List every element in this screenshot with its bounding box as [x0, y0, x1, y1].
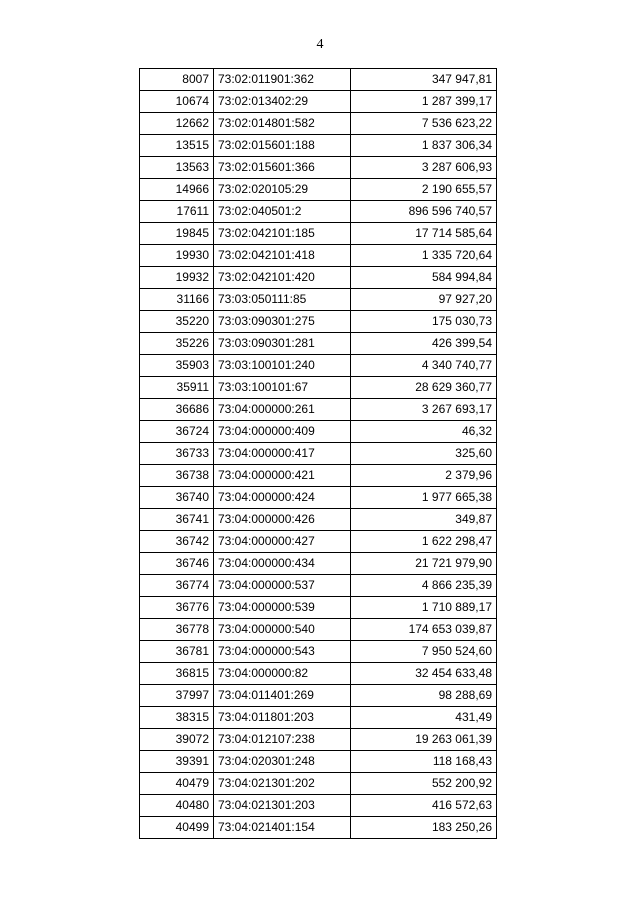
cadastral-number-cell: 73:02:040501:2 [214, 201, 351, 223]
record-number-cell: 36741 [140, 509, 214, 531]
table-row [140, 707, 497, 729]
value-cell: 7 950 524,60 [351, 641, 497, 663]
value-cell: 1 837 306,34 [351, 135, 497, 157]
record-number-cell: 14966 [140, 179, 214, 201]
record-number-cell: 13515 [140, 135, 214, 157]
cadastral-number-cell: 73:02:014801:582 [214, 113, 351, 135]
cadastral-number-cell: 73:02:011901:362 [214, 69, 351, 91]
table-row [140, 201, 497, 223]
value-cell: 97 927,20 [351, 289, 497, 311]
value-cell: 1 977 665,38 [351, 487, 497, 509]
value-cell: 118 168,43 [351, 751, 497, 773]
cadastral-number-cell: 73:04:000000:424 [214, 487, 351, 509]
table-row [140, 91, 497, 113]
value-cell: 896 596 740,57 [351, 201, 497, 223]
value-cell: 17 714 585,64 [351, 223, 497, 245]
record-number-cell: 36776 [140, 597, 214, 619]
record-number-cell: 40480 [140, 795, 214, 817]
record-number-cell: 40479 [140, 773, 214, 795]
cadastral-number-cell: 73:04:011401:269 [214, 685, 351, 707]
table-row [140, 773, 497, 795]
record-number-cell: 19845 [140, 223, 214, 245]
value-cell: 1 335 720,64 [351, 245, 497, 267]
record-number-cell: 13563 [140, 157, 214, 179]
record-number-cell: 31166 [140, 289, 214, 311]
table-row [140, 421, 497, 443]
table-row [140, 465, 497, 487]
cadastral-number-cell: 73:04:021401:154 [214, 817, 351, 839]
cadastral-number-cell: 73:02:042101:418 [214, 245, 351, 267]
table-row [140, 157, 497, 179]
value-cell: 46,32 [351, 421, 497, 443]
table-row [140, 399, 497, 421]
cadastral-number-cell: 73:04:021301:202 [214, 773, 351, 795]
table-row [140, 267, 497, 289]
cadastral-number-cell: 73:02:042101:420 [214, 267, 351, 289]
value-cell: 175 030,73 [351, 311, 497, 333]
record-number-cell: 35220 [140, 311, 214, 333]
cadastral-number-cell: 73:03:050111:85 [214, 289, 351, 311]
table-row [140, 531, 497, 553]
cadastral-number-cell: 73:04:000000:417 [214, 443, 351, 465]
table-row [140, 135, 497, 157]
table-row [140, 553, 497, 575]
value-cell: 2 379,96 [351, 465, 497, 487]
cadastral-number-cell: 73:04:000000:82 [214, 663, 351, 685]
cadastral-number-cell: 73:03:100101:240 [214, 355, 351, 377]
table-row [140, 619, 497, 641]
cadastral-number-cell: 73:04:000000:434 [214, 553, 351, 575]
record-number-cell: 19932 [140, 267, 214, 289]
record-number-cell: 39391 [140, 751, 214, 773]
record-number-cell: 36774 [140, 575, 214, 597]
table-row [140, 69, 497, 91]
record-number-cell: 36686 [140, 399, 214, 421]
value-cell: 1 622 298,47 [351, 531, 497, 553]
page-number: 4 [316, 37, 324, 52]
value-cell: 4 340 740,77 [351, 355, 497, 377]
record-number-cell: 36724 [140, 421, 214, 443]
table-row [140, 245, 497, 267]
table-row [140, 377, 497, 399]
value-cell: 431,49 [351, 707, 497, 729]
cadastral-number-cell: 73:04:000000:426 [214, 509, 351, 531]
cadastral-number-cell: 73:04:000000:427 [214, 531, 351, 553]
cadastral-number-cell: 73:04:012107:238 [214, 729, 351, 751]
record-number-cell: 36781 [140, 641, 214, 663]
value-cell: 325,60 [351, 443, 497, 465]
value-cell: 2 190 655,57 [351, 179, 497, 201]
cadastral-number-cell: 73:04:000000:409 [214, 421, 351, 443]
value-cell: 183 250,26 [351, 817, 497, 839]
cadastral-number-cell: 73:04:000000:539 [214, 597, 351, 619]
record-number-cell: 37997 [140, 685, 214, 707]
record-number-cell: 36733 [140, 443, 214, 465]
record-number-cell: 36742 [140, 531, 214, 553]
value-cell: 347 947,81 [351, 69, 497, 91]
table-row [140, 333, 497, 355]
record-number-cell: 35911 [140, 377, 214, 399]
value-cell: 32 454 633,48 [351, 663, 497, 685]
value-cell: 7 536 623,22 [351, 113, 497, 135]
cadastral-number-cell: 73:02:020105:29 [214, 179, 351, 201]
table-row [140, 685, 497, 707]
table-row [140, 355, 497, 377]
cadastral-number-cell: 73:02:015601:188 [214, 135, 351, 157]
value-cell: 1 710 889,17 [351, 597, 497, 619]
table-row [140, 795, 497, 817]
value-cell: 552 200,92 [351, 773, 497, 795]
value-cell: 426 399,54 [351, 333, 497, 355]
table-row [140, 487, 497, 509]
value-cell: 98 288,69 [351, 685, 497, 707]
table-row [140, 289, 497, 311]
data-table [139, 68, 497, 839]
cadastral-number-cell: 73:04:020301:248 [214, 751, 351, 773]
value-cell: 21 721 979,90 [351, 553, 497, 575]
record-number-cell: 39072 [140, 729, 214, 751]
record-number-cell: 8007 [140, 69, 214, 91]
record-number-cell: 12662 [140, 113, 214, 135]
cadastral-number-cell: 73:04:000000:537 [214, 575, 351, 597]
table-row [140, 817, 497, 839]
table-row [140, 597, 497, 619]
cadastral-number-cell: 73:02:042101:185 [214, 223, 351, 245]
record-number-cell: 10674 [140, 91, 214, 113]
cadastral-number-cell: 73:04:000000:540 [214, 619, 351, 641]
record-number-cell: 36815 [140, 663, 214, 685]
cadastral-number-cell: 73:04:000000:543 [214, 641, 351, 663]
record-number-cell: 36738 [140, 465, 214, 487]
value-cell: 3 267 693,17 [351, 399, 497, 421]
cadastral-number-cell: 73:02:013402:29 [214, 91, 351, 113]
table-row [140, 751, 497, 773]
value-cell: 19 263 061,39 [351, 729, 497, 751]
cadastral-number-cell: 73:03:090301:275 [214, 311, 351, 333]
record-number-cell: 35226 [140, 333, 214, 355]
value-cell: 584 994,84 [351, 267, 497, 289]
cadastral-number-cell: 73:04:000000:421 [214, 465, 351, 487]
cadastral-number-cell: 73:04:021301:203 [214, 795, 351, 817]
cadastral-number-cell: 73:04:011801:203 [214, 707, 351, 729]
value-cell: 349,87 [351, 509, 497, 531]
record-number-cell: 35903 [140, 355, 214, 377]
record-number-cell: 36746 [140, 553, 214, 575]
table-row [140, 223, 497, 245]
value-cell: 4 866 235,39 [351, 575, 497, 597]
record-number-cell: 36740 [140, 487, 214, 509]
value-cell: 3 287 606,93 [351, 157, 497, 179]
cadastral-number-cell: 73:04:000000:261 [214, 399, 351, 421]
table-body [140, 69, 497, 839]
table-row [140, 311, 497, 333]
table-row [140, 113, 497, 135]
record-number-cell: 40499 [140, 817, 214, 839]
record-number-cell: 38315 [140, 707, 214, 729]
value-cell: 28 629 360,77 [351, 377, 497, 399]
table-row [140, 663, 497, 685]
record-number-cell: 17611 [140, 201, 214, 223]
record-number-cell: 36778 [140, 619, 214, 641]
cadastral-number-cell: 73:02:015601:366 [214, 157, 351, 179]
table-row [140, 509, 497, 531]
value-cell: 174 653 039,87 [351, 619, 497, 641]
record-number-cell: 19930 [140, 245, 214, 267]
value-cell: 1 287 399,17 [351, 91, 497, 113]
value-cell: 416 572,63 [351, 795, 497, 817]
table-row [140, 443, 497, 465]
cadastral-number-cell: 73:03:100101:67 [214, 377, 351, 399]
cadastral-number-cell: 73:03:090301:281 [214, 333, 351, 355]
table-row [140, 729, 497, 751]
table-row [140, 179, 497, 201]
table-row [140, 575, 497, 597]
table-row [140, 641, 497, 663]
